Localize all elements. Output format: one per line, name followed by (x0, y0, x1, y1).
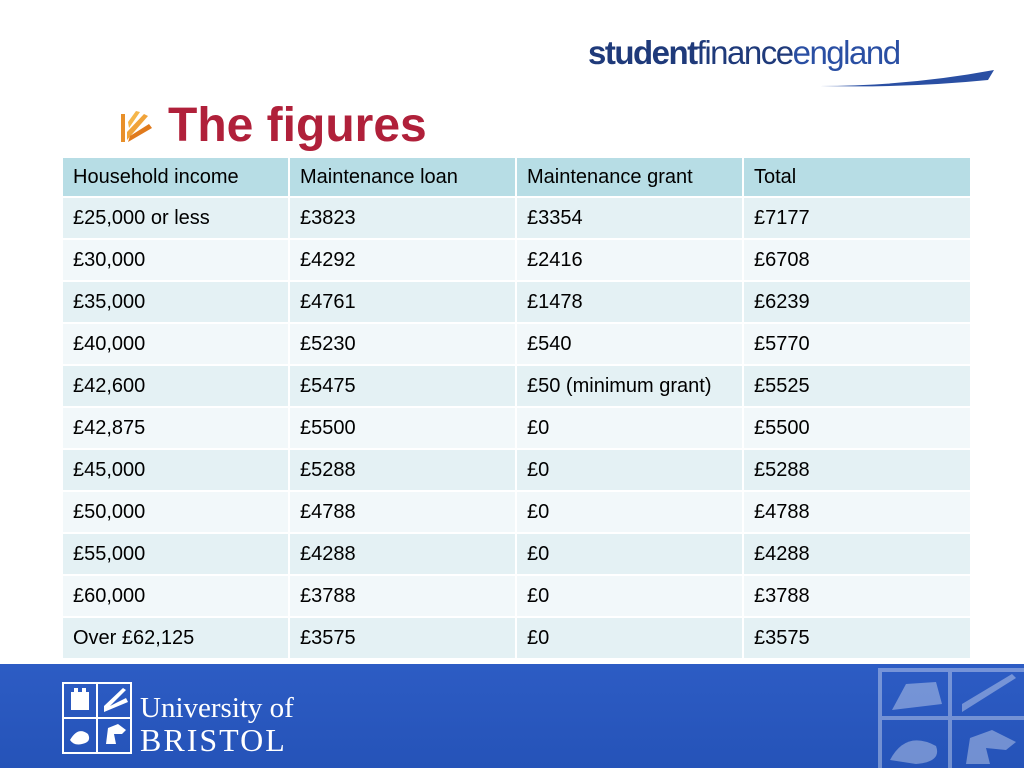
university-of-bristol-logo (0, 668, 310, 764)
cell-loan: £5500 (289, 407, 516, 449)
cell-income: £42,600 (62, 365, 289, 407)
header-total: Total (743, 157, 971, 197)
cell-loan: £3575 (289, 617, 516, 659)
flame-bullet-icon (118, 110, 154, 146)
cell-loan: £5475 (289, 365, 516, 407)
cell-grant: £0 (516, 491, 743, 533)
page-title: The figures (168, 99, 427, 152)
cell-grant: £0 (516, 407, 743, 449)
cell-grant: £540 (516, 323, 743, 365)
cell-grant: £2416 (516, 239, 743, 281)
cell-loan: £4288 (289, 533, 516, 575)
table-row (62, 407, 971, 449)
table-row (62, 323, 971, 365)
table-row (62, 533, 971, 575)
cell-total: £7177 (743, 197, 971, 239)
university-crest-icon (62, 682, 132, 754)
student-finance-england-logo (588, 30, 998, 88)
cell-total: £6708 (743, 239, 971, 281)
university-name-line2: BRISTOL (140, 722, 287, 758)
sfe-logo-word-finance: finance (696, 34, 793, 71)
cell-income: £35,000 (62, 281, 289, 323)
cell-total: £5500 (743, 407, 971, 449)
cell-total: £4788 (743, 491, 971, 533)
cell-grant: £50 (minimum grant) (516, 365, 743, 407)
figures-table (61, 156, 972, 660)
cell-income: £50,000 (62, 491, 289, 533)
table-header-row (62, 157, 971, 197)
cell-total: £5525 (743, 365, 971, 407)
header-household-income: Household income (62, 157, 289, 197)
cell-loan: £3823 (289, 197, 516, 239)
cell-total: £5770 (743, 323, 971, 365)
cell-total: £5288 (743, 449, 971, 491)
cell-loan: £4788 (289, 491, 516, 533)
table-row (62, 575, 971, 617)
table-row (62, 365, 971, 407)
sfe-swoosh-icon (818, 66, 998, 88)
cell-income: £55,000 (62, 533, 289, 575)
cell-income: £42,875 (62, 407, 289, 449)
cell-grant: £0 (516, 449, 743, 491)
cell-loan: £4292 (289, 239, 516, 281)
table-row (62, 197, 971, 239)
cell-grant: £0 (516, 533, 743, 575)
cell-total: £3575 (743, 617, 971, 659)
footer-band (0, 664, 1024, 768)
cell-grant: £0 (516, 575, 743, 617)
cell-grant: £0 (516, 617, 743, 659)
cell-loan: £5230 (289, 323, 516, 365)
header-maintenance-loan: Maintenance loan (289, 157, 516, 197)
table-row (62, 617, 971, 659)
sfe-logo-word-student: student (588, 34, 697, 71)
header-maintenance-grant: Maintenance grant (516, 157, 743, 197)
table-row (62, 491, 971, 533)
cell-grant: £3354 (516, 197, 743, 239)
cell-income: £45,000 (62, 449, 289, 491)
cell-income: £40,000 (62, 323, 289, 365)
cell-loan: £4761 (289, 281, 516, 323)
table-row (62, 281, 971, 323)
sfe-logo-word-england: england (792, 34, 900, 71)
cell-income: £25,000 or less (62, 197, 289, 239)
cell-loan: £3788 (289, 575, 516, 617)
cell-income: Over £62,125 (62, 617, 289, 659)
cell-income: £30,000 (62, 239, 289, 281)
cell-loan: £5288 (289, 449, 516, 491)
cell-total: £3788 (743, 575, 971, 617)
university-name-line1: University of (140, 692, 294, 724)
cell-grant: £1478 (516, 281, 743, 323)
cell-total: £4288 (743, 533, 971, 575)
table-row (62, 239, 971, 281)
cell-total: £6239 (743, 281, 971, 323)
cell-income: £60,000 (62, 575, 289, 617)
table-row (62, 449, 971, 491)
decorative-crest-icon (866, 664, 1024, 768)
